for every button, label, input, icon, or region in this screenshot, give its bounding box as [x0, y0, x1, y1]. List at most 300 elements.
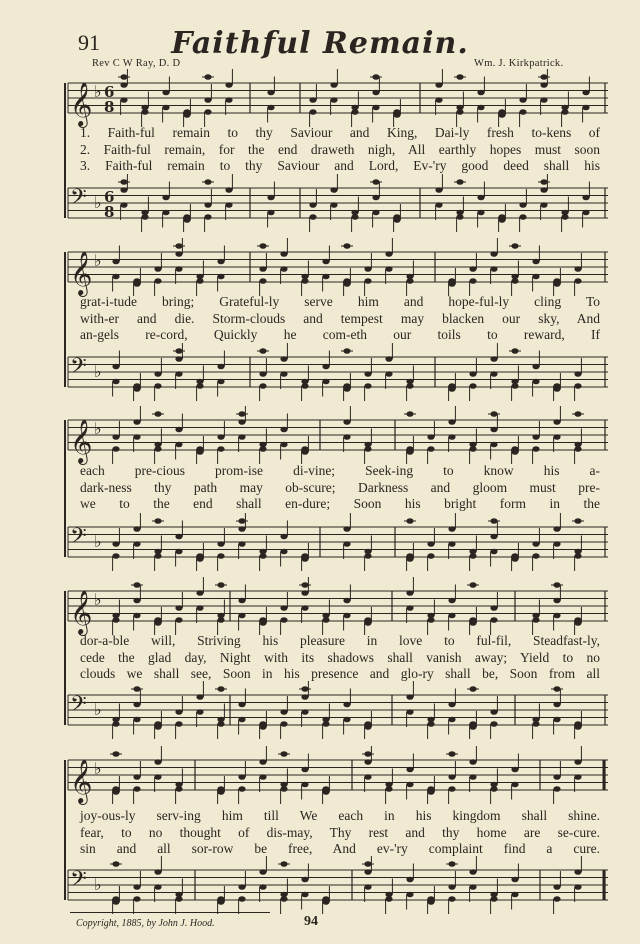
note-head [511, 782, 518, 788]
note-head [448, 896, 455, 902]
note-head [490, 266, 497, 272]
note-head [217, 274, 224, 280]
note-head [280, 356, 287, 362]
note-head [112, 721, 119, 727]
note-head [259, 278, 266, 284]
note-head [322, 617, 329, 623]
lyric-line: 1. Faith-ful remain to thy Saviour and King, Dai-ly fresh to-kens of [80, 125, 600, 140]
note-head [133, 774, 140, 780]
note-head [322, 379, 329, 385]
composer-credit: Wm. J. Kirkpatrick. [474, 58, 564, 69]
note-head [154, 278, 161, 284]
note-head [553, 717, 560, 723]
note-head [406, 892, 413, 898]
note-head [280, 896, 287, 902]
note-head [225, 187, 232, 193]
note-head [120, 202, 127, 208]
lyric-line: cede the glad day, Night with its shadows shall vanish away; Yield to no [80, 650, 600, 665]
note-head [448, 717, 455, 723]
note-head [553, 278, 560, 284]
note-head [301, 278, 308, 284]
note-head [574, 759, 581, 765]
lyric-line: fear, to no thought of dis-may, Thy rest and thy home are se-cure. [80, 825, 600, 840]
bass-clef: 𝄢 [70, 867, 87, 897]
note-head [385, 266, 392, 272]
note-head [532, 617, 539, 623]
note-head [196, 383, 203, 389]
lyric-line: dark-ness thy path may ob-scure; Darkness and gloom must pre- [80, 480, 600, 495]
note-head [196, 553, 203, 559]
note-head [280, 605, 287, 611]
note-head [259, 774, 266, 780]
note-head [238, 884, 245, 890]
note-head [175, 721, 182, 727]
note-head [448, 383, 455, 389]
note-head [532, 274, 539, 280]
note-head [490, 617, 497, 623]
note-head [217, 434, 224, 440]
flat-sign: ♭ [94, 82, 102, 101]
note-head [553, 884, 560, 890]
note-head [343, 383, 350, 389]
flat-sign: ♭ [94, 590, 102, 609]
note-head [175, 896, 182, 902]
note-head [343, 613, 350, 619]
note-head [364, 617, 371, 623]
note-head [532, 553, 539, 559]
note-head [238, 896, 245, 902]
note-head [511, 553, 518, 559]
note-head [582, 105, 589, 111]
treble-clef: 𝄞 [70, 251, 93, 295]
note-head [406, 553, 413, 559]
note-head [469, 869, 476, 875]
note-head [330, 187, 337, 193]
flat-sign: ♭ [94, 759, 102, 778]
note-head [519, 109, 526, 115]
note-head [406, 694, 413, 700]
lyric-line: grat-i-tude bring; Grateful-ly serve him and hope-ful-ly cling To [80, 294, 600, 309]
note-head [112, 364, 119, 370]
note-head [175, 442, 182, 448]
note-head [343, 526, 350, 532]
note-head [385, 371, 392, 377]
note-head [553, 383, 560, 389]
note-head [582, 90, 589, 96]
note-head [490, 549, 497, 555]
lyric-line: clouds we shall see, Soon in his presence and glo-ry shall be, Soon from all [80, 666, 600, 681]
note-head [498, 214, 505, 220]
lyric-line: 2. Faith-ful remain, for the end draweth nigh, All earthly hopes must soon [80, 142, 600, 157]
note-head [553, 598, 560, 604]
note-head [574, 884, 581, 890]
note-head [154, 869, 161, 875]
note-head [322, 364, 329, 370]
note-head [175, 427, 182, 433]
note-head [280, 534, 287, 540]
flat-sign: ♭ [94, 419, 102, 438]
note-head [511, 767, 518, 773]
note-head [238, 702, 245, 708]
lyric-line: dor-a-ble will, Striving his pleasure in love to ful-fil, Steadfast-ly, [80, 633, 600, 648]
note-head [435, 97, 442, 103]
note-head [301, 446, 308, 452]
note-head [372, 90, 379, 96]
note-head [175, 709, 182, 715]
note-head [175, 549, 182, 555]
note-head [511, 892, 518, 898]
note-head [385, 896, 392, 902]
flat-sign: ♭ [94, 532, 102, 551]
note-head [238, 774, 245, 780]
note-head [196, 694, 203, 700]
note-head [469, 553, 476, 559]
note-head [112, 553, 119, 559]
note-head [553, 896, 560, 902]
note-head [280, 266, 287, 272]
note-head [162, 105, 169, 111]
note-head [225, 97, 232, 103]
note-head [259, 383, 266, 389]
note-head [448, 541, 455, 547]
note-head [154, 371, 161, 377]
note-head [238, 786, 245, 792]
note-head [309, 97, 316, 103]
note-head [582, 195, 589, 201]
note-head [133, 786, 140, 792]
note-head [343, 278, 350, 284]
treble-clef: 𝄞 [70, 82, 93, 126]
note-head [406, 782, 413, 788]
note-head [141, 214, 148, 220]
author-credit: Rev C W Ray, D. D [92, 58, 181, 69]
note-head [435, 202, 442, 208]
note-head [133, 541, 140, 547]
note-head [435, 82, 442, 88]
note-head [133, 613, 140, 619]
note-head [133, 702, 140, 708]
note-head [490, 605, 497, 611]
note-head [364, 774, 371, 780]
note-head [280, 721, 287, 727]
lyric-line: each pre-cious prom-ise di-vine; Seek-ing to know his a- [80, 463, 600, 478]
note-head [385, 251, 392, 257]
note-head [448, 278, 455, 284]
note-head [175, 251, 182, 257]
note-head [175, 605, 182, 611]
lyric-line: we to the end shall en-dure; Soon his bright form in the [80, 496, 600, 511]
note-head [532, 541, 539, 547]
note-head [574, 446, 581, 452]
note-head [490, 721, 497, 727]
note-head [175, 786, 182, 792]
note-head [406, 278, 413, 284]
note-head [532, 434, 539, 440]
note-head [364, 266, 371, 272]
time-signature: 8 [104, 98, 115, 116]
note-head [448, 434, 455, 440]
note-head [238, 526, 245, 532]
note-head [301, 694, 308, 700]
note-head [204, 202, 211, 208]
note-head [175, 534, 182, 540]
treble-clef: 𝄞 [70, 590, 93, 634]
note-head [196, 446, 203, 452]
note-head [427, 617, 434, 623]
note-head [364, 383, 371, 389]
note-head [448, 786, 455, 792]
note-head [343, 598, 350, 604]
note-head [553, 541, 560, 547]
note-head [154, 446, 161, 452]
note-head [141, 109, 148, 115]
note-head [112, 786, 119, 792]
note-head [456, 109, 463, 115]
note-head [309, 202, 316, 208]
note-head [406, 590, 413, 596]
note-head [448, 702, 455, 708]
note-head [162, 195, 169, 201]
note-head [427, 541, 434, 547]
flat-sign: ♭ [94, 362, 102, 381]
note-head [553, 526, 560, 532]
note-head [372, 210, 379, 216]
note-head [322, 721, 329, 727]
note-head [351, 214, 358, 220]
note-head [238, 717, 245, 723]
note-head [112, 259, 119, 265]
note-head [301, 383, 308, 389]
copyright-notice: Copyright, 1885, by John J. Hood. [76, 918, 215, 929]
note-head [133, 419, 140, 425]
note-head [217, 617, 224, 623]
time-signature: 6 [104, 83, 115, 101]
note-head [532, 379, 539, 385]
note-head [280, 709, 287, 715]
note-head [574, 278, 581, 284]
note-head [120, 187, 127, 193]
note-head [267, 195, 274, 201]
note-head [427, 553, 434, 559]
note-head [133, 434, 140, 440]
note-head [154, 884, 161, 890]
note-head [469, 759, 476, 765]
note-head [448, 774, 455, 780]
note-head [469, 371, 476, 377]
note-head [469, 884, 476, 890]
note-head [330, 202, 337, 208]
note-head [540, 82, 547, 88]
note-head [343, 717, 350, 723]
note-head [540, 187, 547, 193]
note-head [238, 598, 245, 604]
note-head [280, 617, 287, 623]
note-head [456, 214, 463, 220]
bass-clef: 𝄢 [70, 524, 87, 554]
time-signature: 8 [104, 203, 115, 221]
note-head [162, 90, 169, 96]
note-head [309, 109, 316, 115]
note-head [469, 774, 476, 780]
note-head [120, 97, 127, 103]
note-head [574, 774, 581, 780]
note-head [511, 278, 518, 284]
note-head [540, 202, 547, 208]
note-head [393, 214, 400, 220]
note-head [385, 356, 392, 362]
note-head [112, 379, 119, 385]
note-head [238, 419, 245, 425]
note-head [112, 617, 119, 623]
note-head [322, 786, 329, 792]
note-head [511, 383, 518, 389]
note-head [477, 105, 484, 111]
note-head [490, 371, 497, 377]
note-head [490, 534, 497, 540]
note-head [301, 605, 308, 611]
time-signature: 6 [104, 188, 115, 206]
note-head [301, 877, 308, 883]
note-head [133, 526, 140, 532]
note-head [490, 427, 497, 433]
note-head [532, 446, 539, 452]
lyric-line: sin and all sor-row be free, And ev-'ry complaint find a cure. [80, 841, 600, 856]
note-head [372, 105, 379, 111]
note-head [574, 617, 581, 623]
note-head [553, 702, 560, 708]
note-head [406, 877, 413, 883]
note-head [175, 266, 182, 272]
note-head [364, 884, 371, 890]
note-head [133, 598, 140, 604]
note-head [280, 427, 287, 433]
footer-rule [70, 912, 270, 913]
note-head [154, 759, 161, 765]
note-head [322, 259, 329, 265]
note-head [372, 195, 379, 201]
note-head [553, 786, 560, 792]
note-head [267, 105, 274, 111]
note-head [196, 278, 203, 284]
note-head [154, 774, 161, 780]
note-head [364, 371, 371, 377]
note-head [553, 419, 560, 425]
note-head [343, 702, 350, 708]
note-head [574, 266, 581, 272]
note-head [490, 786, 497, 792]
note-head [574, 869, 581, 875]
note-head [469, 446, 476, 452]
note-head [267, 210, 274, 216]
note-head [301, 767, 308, 773]
note-head [393, 109, 400, 115]
note-head [540, 97, 547, 103]
bass-clef: 𝄢 [70, 692, 87, 722]
flat-sign: ♭ [94, 700, 102, 719]
flat-sign: ♭ [94, 875, 102, 894]
note-head [490, 356, 497, 362]
note-head [301, 553, 308, 559]
note-head [553, 434, 560, 440]
note-head [280, 549, 287, 555]
note-head [322, 274, 329, 280]
note-head [490, 896, 497, 902]
note-head [469, 278, 476, 284]
note-head [259, 446, 266, 452]
note-head [204, 109, 211, 115]
treble-clef: 𝄞 [70, 759, 93, 803]
note-head [280, 251, 287, 257]
flat-sign: ♭ [94, 193, 102, 212]
note-head [364, 553, 371, 559]
note-head [154, 721, 161, 727]
note-head [330, 82, 337, 88]
note-head [364, 446, 371, 452]
note-head [448, 884, 455, 890]
note-head [267, 90, 274, 96]
note-head [364, 721, 371, 727]
note-head [343, 419, 350, 425]
note-head [301, 709, 308, 715]
note-head [477, 90, 484, 96]
note-head [343, 434, 350, 440]
note-head [259, 617, 266, 623]
note-head [532, 364, 539, 370]
note-head [259, 869, 266, 875]
note-head [259, 371, 266, 377]
note-head [259, 266, 266, 272]
note-head [183, 109, 190, 115]
note-head [133, 884, 140, 890]
note-head [301, 892, 308, 898]
note-head [217, 541, 224, 547]
note-head [175, 371, 182, 377]
hymn-number: 91 [78, 30, 100, 55]
note-head [154, 617, 161, 623]
note-head [364, 278, 371, 284]
note-head [259, 721, 266, 727]
bass-clef: 𝄢 [70, 354, 87, 384]
note-head [477, 195, 484, 201]
note-head [498, 109, 505, 115]
note-head [448, 526, 455, 532]
note-head [154, 266, 161, 272]
note-head [469, 266, 476, 272]
note-head [196, 590, 203, 596]
note-head [217, 896, 224, 902]
note-head [406, 605, 413, 611]
note-head [238, 434, 245, 440]
note-head [364, 759, 371, 765]
note-head [112, 434, 119, 440]
note-head [217, 379, 224, 385]
note-head [532, 721, 539, 727]
lyric-line: with-er and die. Storm-clouds and tempest may blacken our sky, And [80, 311, 600, 326]
treble-clef: 𝄞 [70, 419, 93, 463]
note-head [519, 214, 526, 220]
note-head [406, 446, 413, 452]
note-head [133, 278, 140, 284]
note-head [280, 786, 287, 792]
note-head [427, 721, 434, 727]
note-head [133, 717, 140, 723]
note-head [196, 709, 203, 715]
note-head [183, 214, 190, 220]
note-head [574, 383, 581, 389]
lyric-line: an-gels re-cord, Quickly he com-eth our toils to reward, If [80, 327, 600, 342]
note-head [427, 896, 434, 902]
note-head [406, 383, 413, 389]
